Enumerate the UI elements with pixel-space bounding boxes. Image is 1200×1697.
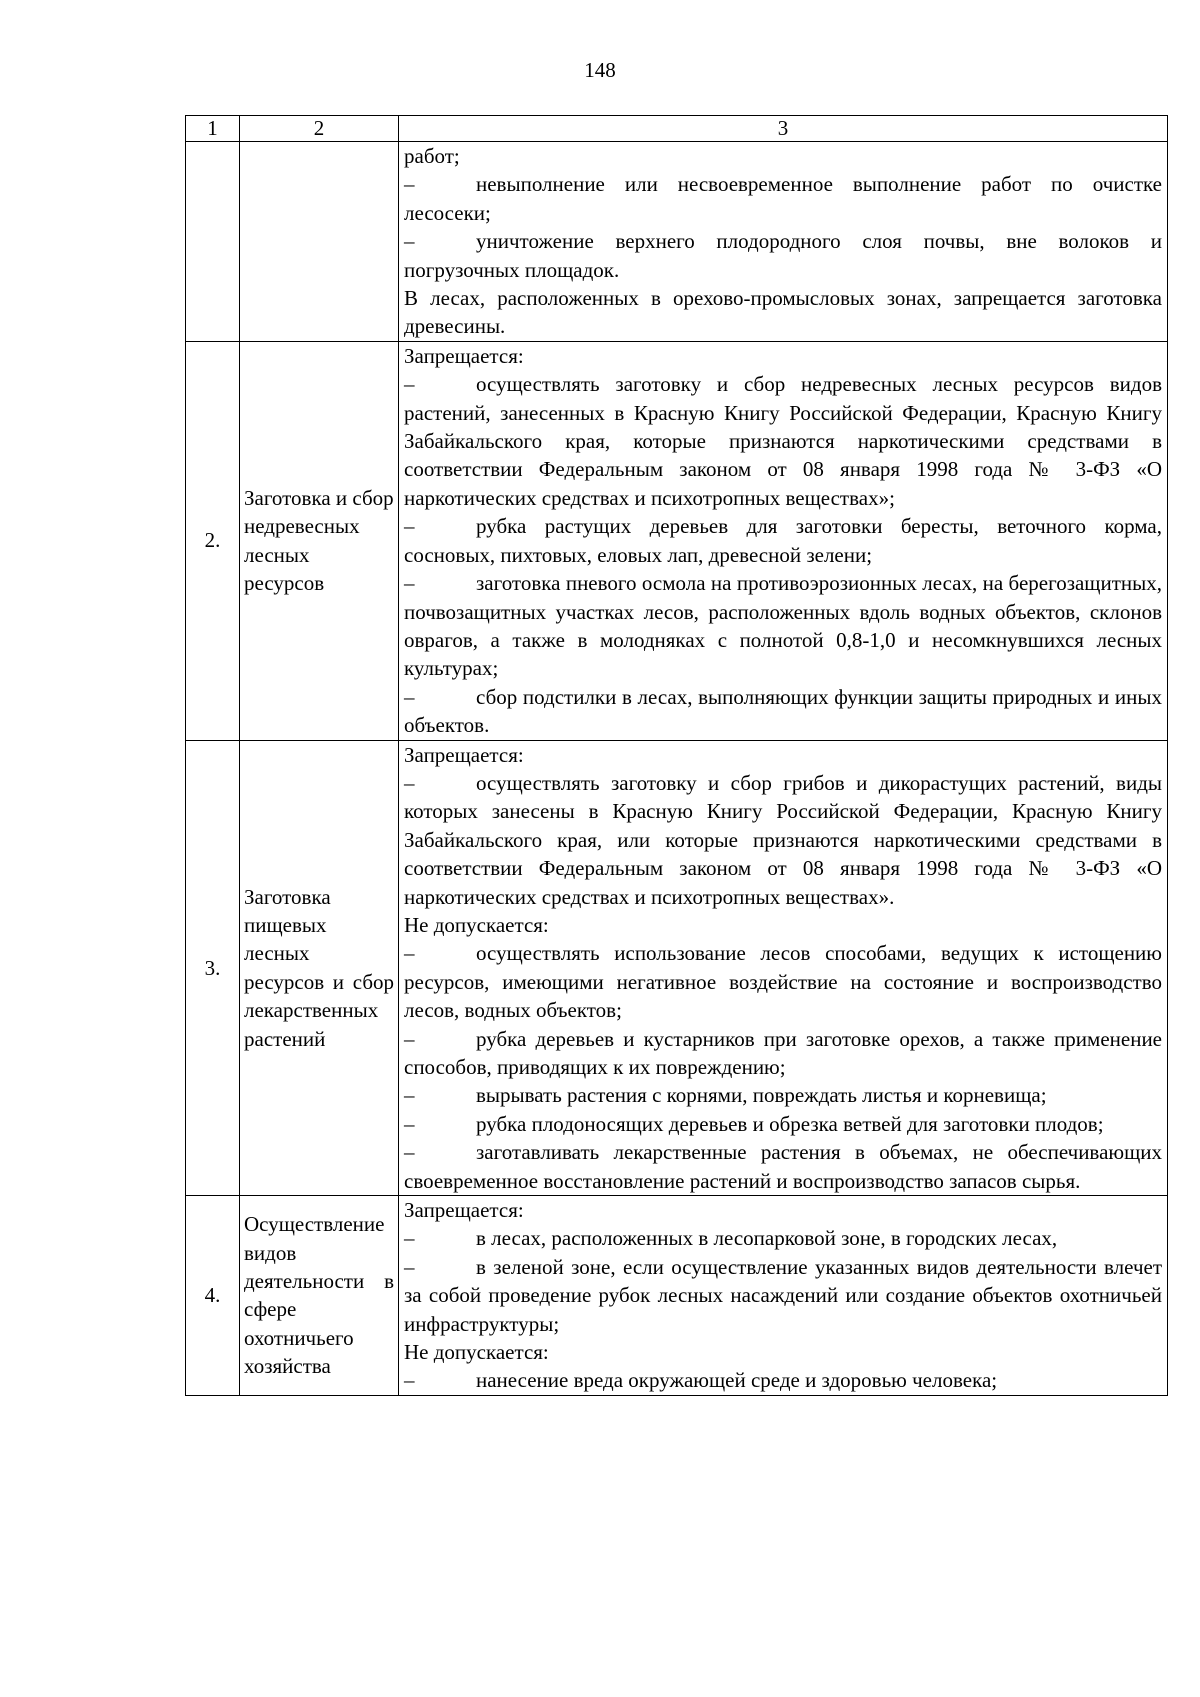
activity-name-cell bbox=[240, 740, 399, 1196]
dash-bullet: – bbox=[404, 1368, 415, 1393]
restriction-text: осуществлять заготовку и сбор недревесных лесных ресурсов видов растений, занесенных в Красную Книгу Российской Федерации, Красную Книгу Забайкальского края, которые признаются наркотическими средствами в соответствии Федеральным законом от 08 января 1998 года № 3-ФЗ «О наркотических средствах и психотропных веществах»; bbox=[404, 372, 1162, 510]
table-row bbox=[186, 142, 1168, 342]
table-header-row bbox=[186, 116, 1168, 142]
restriction-text: нанесение вреда окружающей среде и здоровью человека; bbox=[476, 1368, 998, 1393]
row-number-cell bbox=[186, 142, 240, 342]
restriction-text: в зеленой зоне, если осуществление указанных видов деятельности влечет за собой проведение рубок лесных насаждений или создание объектов охотничьей инфраструктуры; bbox=[404, 1254, 1162, 1336]
restriction-item bbox=[404, 1253, 1162, 1338]
restrictions-cell bbox=[399, 1196, 1168, 1396]
dash-bullet: – bbox=[404, 1140, 415, 1165]
restriction-item bbox=[404, 1025, 1162, 1082]
paragraph-text: Не допускается: bbox=[404, 1340, 549, 1365]
activity-name-cell bbox=[240, 1196, 399, 1396]
activity-name-cell bbox=[240, 341, 399, 740]
dash-bullet: – bbox=[404, 770, 415, 795]
restriction-text: рубка плодоносящих деревьев и обрезка ветвей для заготовки плодов; bbox=[476, 1111, 1104, 1136]
restriction-text: вырывать растения с корнями, повреждать листья и корневища; bbox=[476, 1083, 1047, 1108]
header-cell-1: 1 bbox=[186, 116, 240, 142]
restriction-text: заготавливать лекарственные растения в объемах, не обеспечивающих своевременное восстановление растений и воспроизводство запасов сырья. bbox=[404, 1140, 1162, 1193]
restriction-item bbox=[404, 512, 1162, 569]
dash-bullet: – bbox=[404, 1226, 415, 1251]
dash-bullet: – bbox=[404, 514, 415, 539]
restriction-item bbox=[404, 1110, 1162, 1138]
dash-bullet: – bbox=[404, 1254, 415, 1279]
dash-bullet: – bbox=[404, 1083, 415, 1108]
restriction-item bbox=[404, 569, 1162, 683]
restriction-item bbox=[404, 227, 1162, 284]
dash-bullet: – bbox=[404, 172, 415, 197]
restriction-text: невыполнение или несвоевременное выполнение работ по очистке лесосеки; bbox=[404, 172, 1162, 225]
row-number-cell: 2. bbox=[186, 341, 240, 740]
restriction-text: заготовка пневого осмола на противоэрозионных лесах, на берегозащитных, почвозащитных участках лесов, расположенных вдоль водных объектов, склонов оврагов, а также в молодняках с полнотой 0,8-1,0 и несомкнувшихся лесных культурах; bbox=[404, 571, 1162, 681]
restriction-item bbox=[404, 1081, 1162, 1109]
dash-bullet: – bbox=[404, 684, 415, 709]
restriction-text: в лесах, расположенных в лесопарковой зоне, в городских лесах, bbox=[476, 1226, 1058, 1251]
activity-name: Заготовка и сбор недревесных лесных ресурсов bbox=[244, 485, 394, 596]
activity-name-cell bbox=[240, 142, 399, 342]
paragraph-text: Запрещается: bbox=[404, 742, 524, 767]
paragraph-text: В лесах, расположенных в орехово-промысловых зонах, запрещается заготовка древесины. bbox=[404, 286, 1162, 339]
regulations-table bbox=[185, 115, 1168, 1396]
paragraph-text: Запрещается: bbox=[404, 1198, 524, 1223]
dash-bullet: – bbox=[404, 1026, 415, 1051]
restriction-text: рубка деревьев и кустарников при заготовке орехов, а также применение способов, приводящих к их повреждению; bbox=[404, 1026, 1162, 1079]
paragraph-text: Не допускается: bbox=[404, 912, 549, 937]
row-number-cell: 4. bbox=[186, 1196, 240, 1396]
restriction-item bbox=[404, 683, 1162, 740]
restriction-item bbox=[404, 939, 1162, 1024]
header-cell-3: 3 bbox=[399, 116, 1168, 142]
restriction-text: уничтожение верхнего плодородного слоя почвы, вне волоков и погрузочных площадок. bbox=[404, 229, 1162, 282]
restrictions-cell bbox=[399, 341, 1168, 740]
restriction-item bbox=[404, 1224, 1162, 1252]
restriction-item bbox=[404, 769, 1162, 911]
table-row bbox=[186, 1196, 1168, 1396]
restriction-text: сбор подстилки в лесах, выполняющих функции защиты природных и иных объектов. bbox=[404, 684, 1162, 738]
dash-bullet: – bbox=[404, 571, 415, 596]
restriction-text: рубка растущих деревьев для заготовки бересты, веточного корма, сосновых, пихтовых, еловых лап, древесной зелени; bbox=[404, 514, 1162, 567]
restriction-item bbox=[404, 1366, 1162, 1394]
restriction-item bbox=[404, 370, 1162, 512]
header-cell-2: 2 bbox=[240, 116, 399, 142]
paragraph-text: Запрещается: bbox=[404, 343, 524, 368]
table-row bbox=[186, 740, 1168, 1196]
dash-bullet: – bbox=[404, 229, 415, 254]
paragraph-text: работ; bbox=[404, 144, 460, 168]
table-row bbox=[186, 341, 1168, 740]
restriction-item bbox=[404, 1138, 1162, 1195]
activity-name: Заготовка пищевых лесных ресурсов и сбор лекарственных растений bbox=[244, 884, 394, 1051]
row-number-cell: 3. bbox=[186, 740, 240, 1196]
dash-bullet: – bbox=[404, 372, 415, 397]
restriction-item bbox=[404, 170, 1162, 227]
page-number: 148 bbox=[584, 58, 616, 82]
dash-bullet: – bbox=[404, 941, 415, 966]
restriction-text: осуществлять использование лесов способами, ведущих к истощению ресурсов, имеющими негативное воздействие на состояние и воспроизводство лесов, водных объектов; bbox=[404, 941, 1162, 1023]
dash-bullet: – bbox=[404, 1111, 415, 1136]
restrictions-cell bbox=[399, 740, 1168, 1196]
activity-name: Осуществление видов деятельности в сфере охотничьего хозяйства bbox=[244, 1212, 394, 1379]
restriction-text: осуществлять заготовку и сбор грибов и дикорастущих растений, виды которых занесены в Красную Книгу Российской Федерации, Красную Книгу Забайкальского края, или которые признаются наркотическими средствами в соответствии Федеральным законом от 08 января 1998 года № 3-ФЗ «О наркотических средствах и психотропных веществах». bbox=[404, 770, 1162, 909]
restrictions-cell bbox=[399, 142, 1168, 342]
